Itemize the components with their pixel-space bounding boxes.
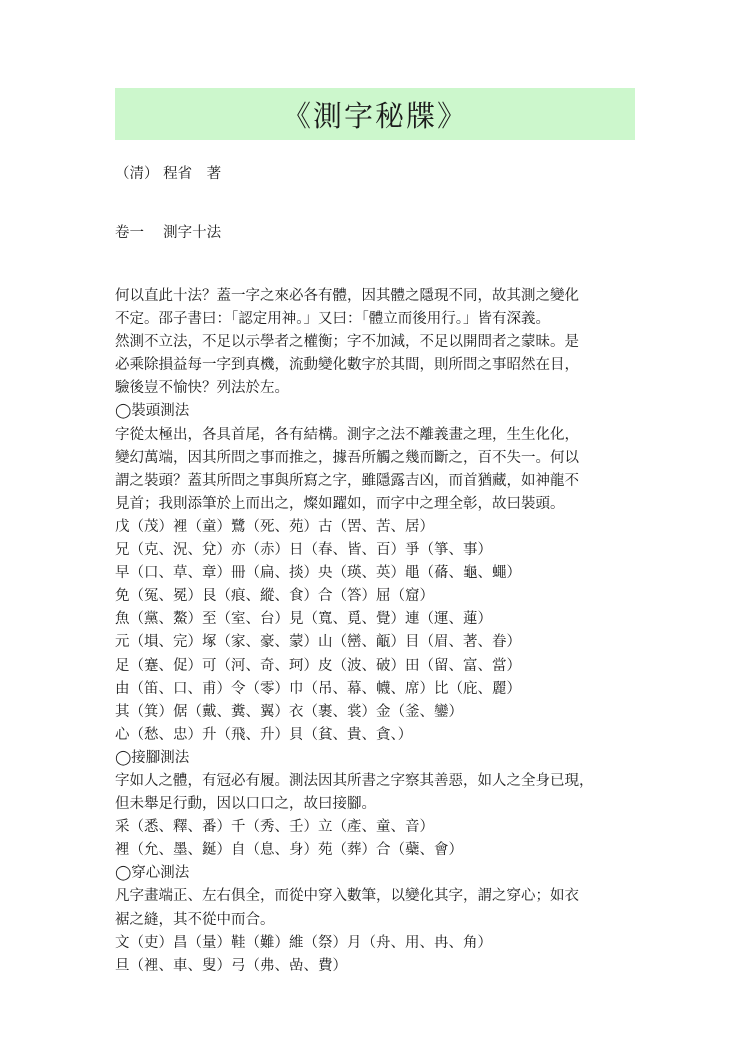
text-line: 何以直此十法？蓋一字之來必各有體，因其體之隱現不同，故其測之變化	[115, 288, 579, 304]
example-line: 其（箕）倨（戴、糞、翼）衣（裹、裳）金（釜、鑾）	[115, 703, 463, 720]
text-line: 但未舉足行動，因以口口之，故曰接腳。	[115, 796, 376, 813]
example-line: 旦（裡、車、叟）弓（弗、嵒、費）	[115, 957, 347, 974]
example-line: 由（笛、口、甫）令（零）巾（吊、幕、幭、席）比（庇、麗）	[115, 680, 521, 697]
text-line: 然測不立法，不足以示學者之權衡；字不加減，不足以開問者之蒙昧。是	[115, 334, 579, 351]
example-line: 心（愁、忠）升（飛、升）貝（貧、貴、貪、）	[115, 726, 413, 743]
text-line: 凡字畫端正、左右俱全，而從中穿入數筆，以變化其字，謂之穿心；如衣	[115, 888, 579, 905]
text-line: 字如人之體，有冠必有履。測法因其所書之字察其善惡，如人之全身已現，	[115, 772, 594, 789]
body-text	[115, 285, 645, 978]
example-line: 裡（允、墨、鋋）自（息、身）苑（葬）合（蘗、會）	[115, 842, 463, 859]
text-line: 不定。邵子書曰：「認定用神。」又曰：「體立而後用行。」皆有深義。	[115, 311, 550, 328]
volume-heading: 卷一 測字十法	[115, 225, 222, 241]
example-line: 兄（克、況、兌）亦（赤）日（春、皆、百）爭（箏、事）	[115, 542, 492, 559]
example-line: 文（吏）昌（量）鞋（難）維（祭）月（舟、用、冉、角）	[115, 934, 492, 951]
section-heading-zhuangtou: ◯裝頭測法	[115, 403, 190, 420]
example-line: 魚（黨、鰲）至（室、台）見（寬、覓、覺）連（運、蓮）	[115, 611, 492, 628]
example-line: 元（塤、完）塚（家、豪、蒙）山（巒、甋）目（眉、著、眷）	[115, 634, 521, 651]
example-line: 采（悉、釋、番）千（秀、壬）立（產、童、音）	[115, 819, 434, 836]
example-line: 戊（茂）裡（童）鷺（死、苑）古（罟、苦、居）	[115, 518, 434, 535]
example-line: 足（蹇、促）可（河、奇、珂）皮（波、破）田（留、富、當）	[115, 657, 521, 674]
document-title: 《測字秘牒》	[281, 98, 468, 133]
section-heading-jiejiao: ◯接腳測法	[115, 749, 190, 766]
text-line: 驗後豈不愉快？列法於左。	[115, 380, 289, 397]
text-line: 變幻萬端，因其所問之事而推之，據吾所觸之幾而斷之，百不失一。何以	[115, 449, 579, 466]
text-line: 字從太極出，各具首尾，各有結構。測字之法不離義畫之理，生生化化，	[115, 426, 579, 443]
author-line: （清） 程省 著	[115, 166, 222, 182]
text-line: 見首；我則添筆於上而出之，燦如躍如，而字中之理全彰，故曰裝頭。	[115, 495, 565, 512]
text-line: 必乘除損益每一字到真機，流動變化數字於其間，則所問之事昭然在目，	[115, 357, 579, 374]
text-line: 謂之裝頭？蓋其所問之事與所寫之字，雖隱露吉凶，而首猶藏，如神龍不	[115, 472, 579, 489]
section-heading-chuanxin: ◯穿心測法	[115, 865, 190, 882]
text-line: 裾之縫，其不從中而合。	[115, 911, 275, 928]
example-line: 免（冤、冕）艮（痕、縱、食）合（答）屈（窟）	[115, 588, 434, 605]
title-banner	[115, 88, 635, 140]
example-line: 早（口、草、章）冊（扁、掞）央（瑛、英）黽（蓨、龜、蠅）	[115, 565, 521, 582]
